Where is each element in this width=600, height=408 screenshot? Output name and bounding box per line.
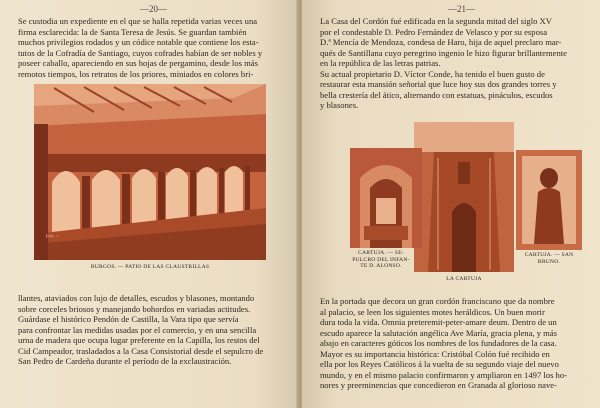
cartuja-facade-illustration: [414, 122, 514, 272]
text-line: llantes, ataviados con lujo de detalles, escudos y blasones, montando: [18, 293, 255, 303]
text-line: muchos privilegios rodados y un códice notable que contiene los esta-: [18, 37, 259, 47]
text-line: en la república de las letras patrias.: [320, 58, 441, 68]
text-line: Su actual propietario D. Víctor Conde, ha tenido el buen gusto de: [320, 68, 545, 79]
text-line: En la portada que decora un gran cordón franciscano que da nombre: [320, 296, 555, 306]
cartuja-left-caption: CARTUJA. — SE- PULCRO DEL INFAN- TE D. ALONSO.: [352, 250, 410, 270]
text-line: tutos de la Cofradía de Santiago, cuyos cofrades habían de ser nobles y: [18, 47, 263, 58]
san-bruno-illustration: [516, 150, 582, 250]
cartuja-center-caption: LA CARTUJA: [446, 276, 482, 282]
text-line: dura toda la vida. Omnia preteremit-peter-amare deum. Dentro de un: [320, 317, 557, 327]
cartuja-left-photo: [350, 148, 422, 248]
text-line: y blasones.: [320, 100, 359, 110]
sepulcro-illustration: [350, 148, 422, 248]
right-top-paragraph: [320, 16, 588, 111]
left-page: [0, 0, 298, 408]
text-line: firma esclarecida: la de Santa Teresa de Jesús. Se guardan también: [18, 26, 247, 37]
text-line: La Casa del Cordón fué edificada en la segunda mitad del siglo XV: [320, 16, 552, 26]
right-page: [302, 0, 600, 408]
text-line: mundo, y en el mismo palacio confirmaron y ampliaron en 1497 los ho-: [320, 369, 568, 380]
right-page-number: —21—: [448, 4, 475, 14]
text-line: ella por los Reyes Católicos á la vuelta de su segundo viaje del nuevo: [320, 359, 559, 369]
cloister-photo: [34, 84, 266, 260]
text-line: nores y preeminencias que concedieron en Granada al glorioso nave-: [320, 380, 557, 390]
left-page-number: —20—: [140, 4, 167, 14]
left-bottom-paragraph: [18, 293, 280, 367]
text-line: Mayor es su importancia histórica: Cristóbal Colón fué recibido en: [320, 348, 550, 359]
text-line: San Pedro de Cardeña durante el período de la exclaustración.: [18, 356, 232, 366]
right-bottom-paragraph: [320, 296, 588, 391]
text-line: bella crestería del ático, alternando con estatuas, pináculos, escudos: [320, 89, 553, 100]
cartuja-center-photo: [414, 122, 514, 272]
cloister-illustration: [34, 84, 266, 260]
cartuja-right-photo: [516, 150, 582, 250]
text-line: abajo en caracteres góticos los nombres de los fundadores de la casa.: [320, 338, 557, 348]
text-line: Se custodia un expediente en el que se halla repetida varias veces una: [18, 16, 258, 26]
text-line: escudo aparece la salutación angélica Ave María, gracia plena, y más: [320, 327, 558, 338]
left-top-paragraph: [18, 16, 280, 79]
text-line: restaurar esta mansión señorial que luce hoy sus dos grandes torres y: [320, 79, 557, 89]
cloister-caption: BURGOS. — PATIO DE LAS CLAUSTRILLAS: [90, 264, 210, 270]
text-line: sobre corceles briosos y manejando bohordos en variadas actitudes.: [18, 303, 251, 314]
text-line: Guárdase el histórico Pendón de Castilla, la Vara tipo que servía: [18, 314, 239, 324]
text-line: qués de Santillana cuyo peregrino ingenio le hizo figurar brillantemente: [320, 47, 567, 58]
text-line: Cid Campeador, trasladados a la Casa Consistorial desde el sepulcro de: [18, 345, 264, 356]
text-line: poseer caballo, apareciendo en sus hojas de pergamino, desde los más: [18, 58, 258, 68]
cartuja-right-caption: CARTUJA. — SAN BRUNO.: [524, 252, 574, 265]
text-line: urna de madera que ocupa lugar preferente en la Capilla, los restos del: [18, 335, 260, 345]
text-line: D.ª Mencía de Mendoza, condesa de Haro, hija de aquel preclaro mar-: [320, 37, 562, 47]
text-line: al palacio, se leen los siguientes motes heráldicos. Un buen morir: [320, 306, 545, 317]
photo-signature: Fot. ...: [45, 233, 60, 240]
text-line: para confrontar las medidas usadas por el comercio, y en una sencilla: [18, 324, 257, 335]
text-line: remotos tiempos, los retratos de los priores, miniados en colores bri-: [18, 68, 254, 79]
text-line: por el condestable D. Pedro Fernández de Velasco y por su esposa: [320, 26, 548, 37]
